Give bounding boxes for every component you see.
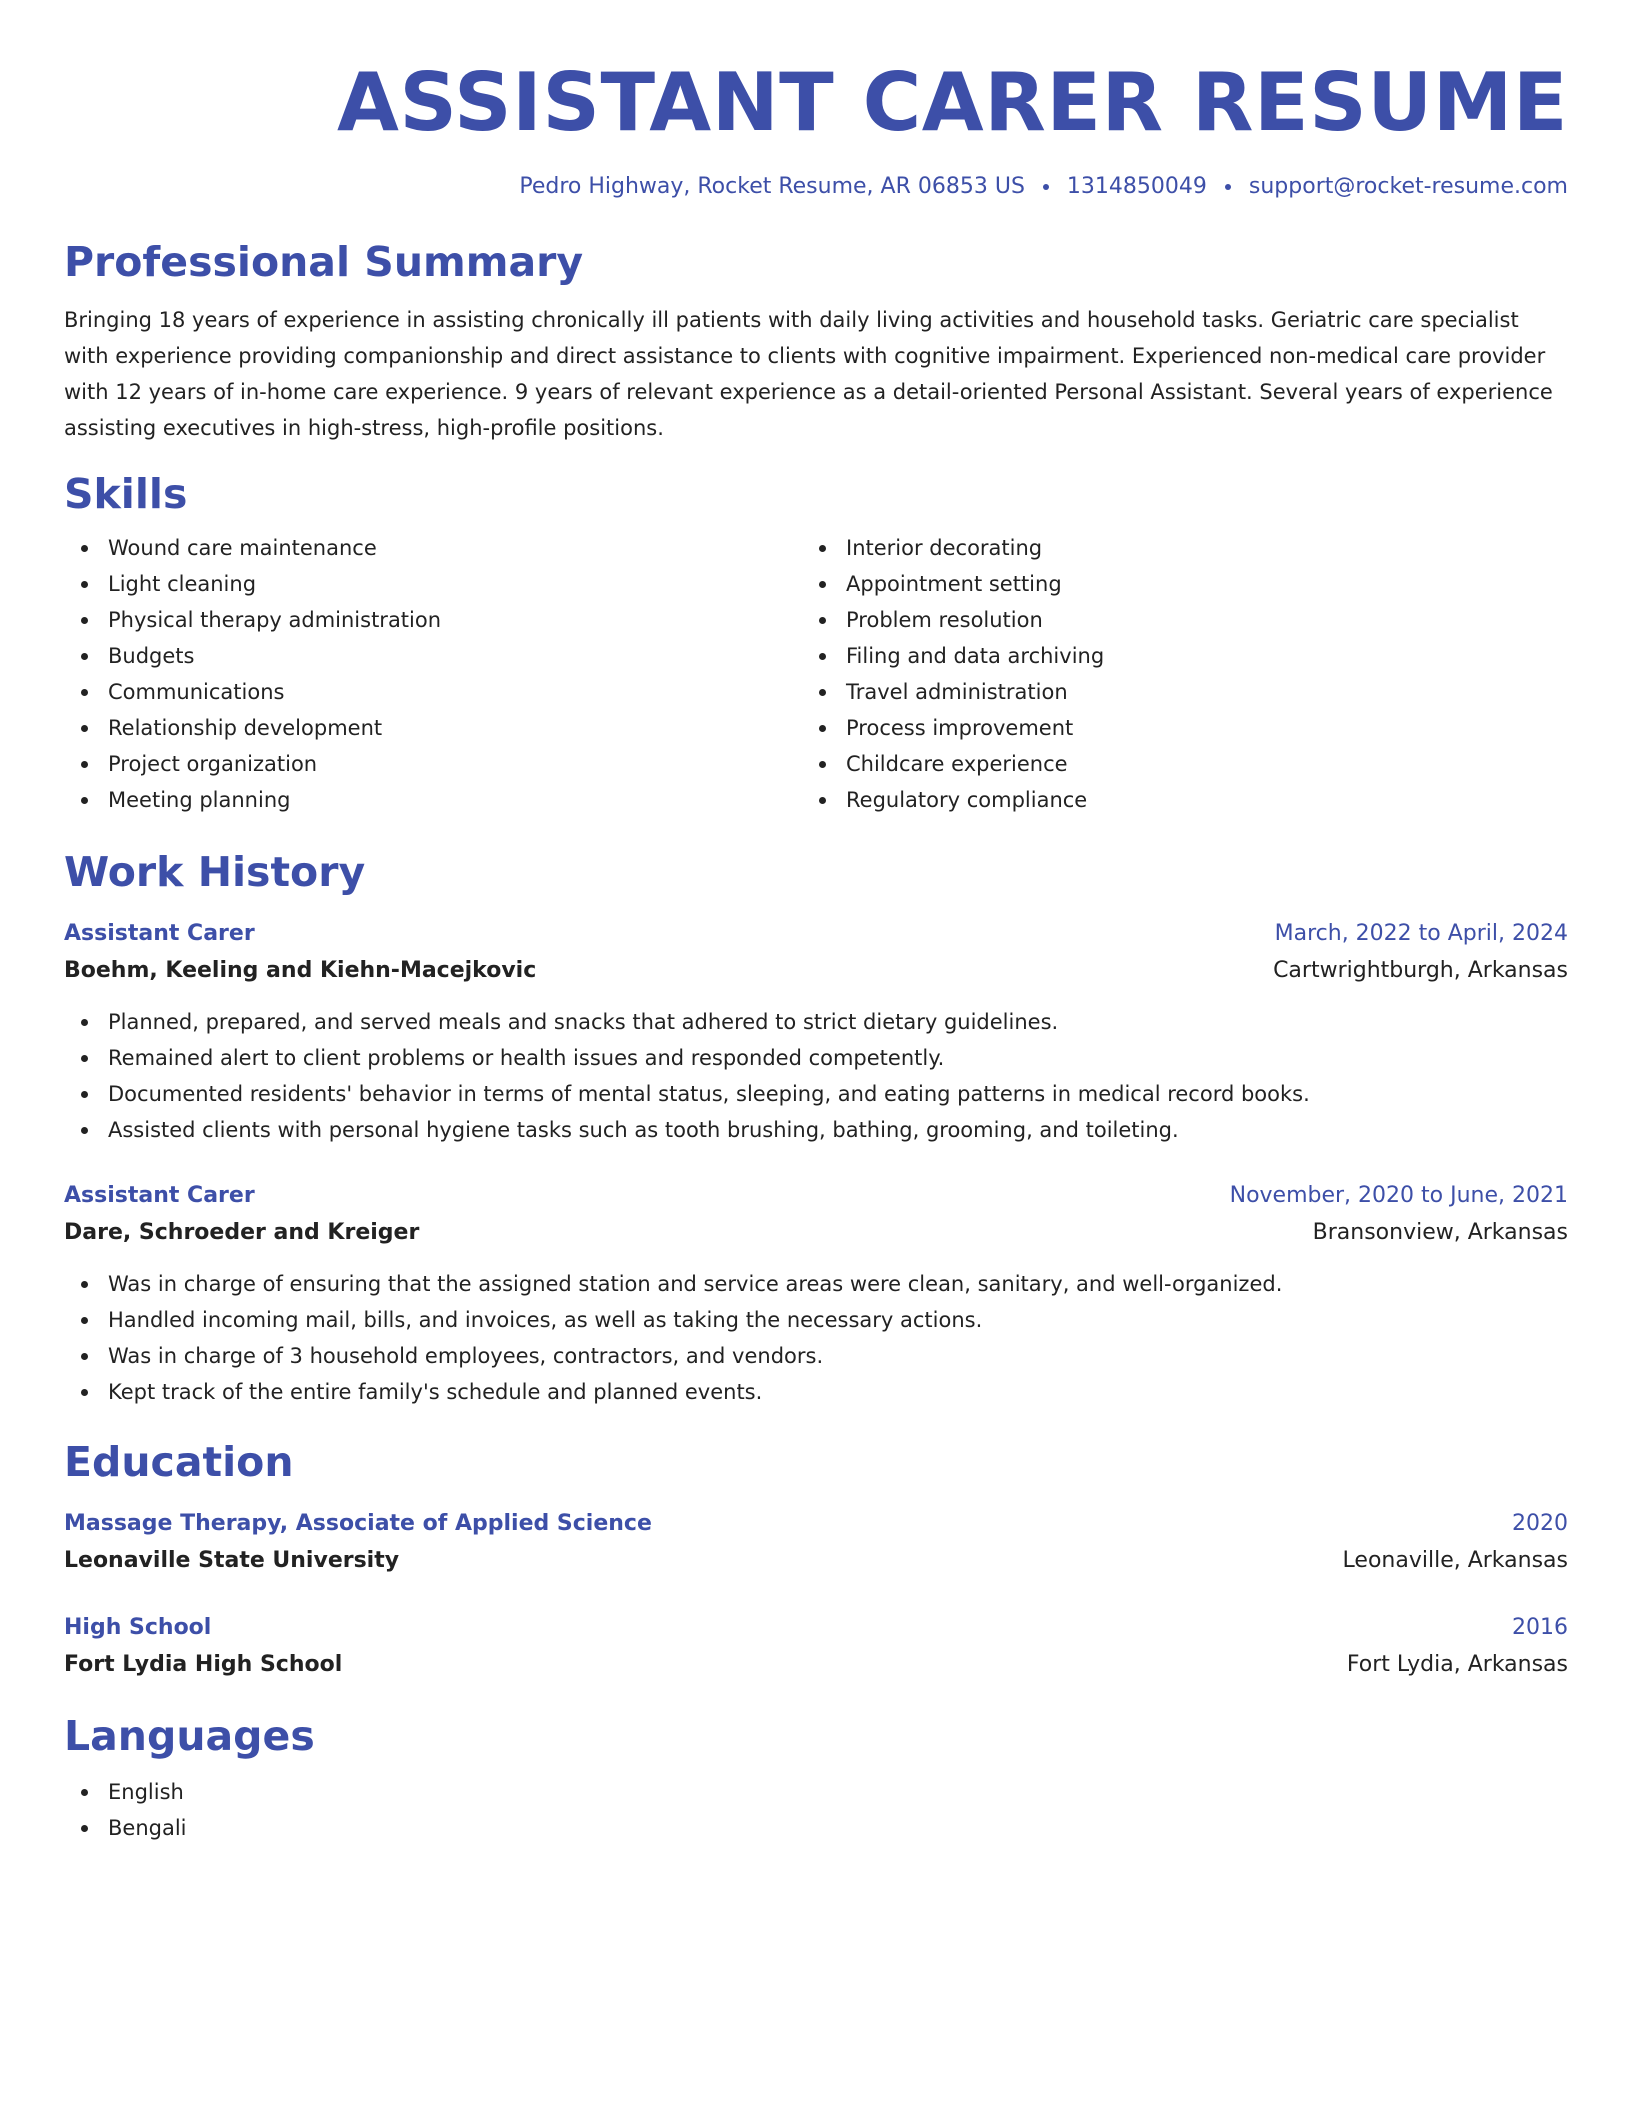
work-entry (64, 1178, 1568, 1410)
education-entry (64, 1506, 1568, 1580)
job-dates: November, 2020 to June, 2021 (1229, 1183, 1568, 1208)
job-bullet: Was in charge of 3 household employees, contractors, and vendors. (64, 1338, 1568, 1374)
edu-degree: Massage Therapy, Associate of Applied Science (64, 1511, 652, 1536)
skill-item: Project organization (64, 746, 802, 782)
skill-item: Problem resolution (802, 602, 1540, 638)
skill-item: Relationship development (64, 710, 802, 746)
job-company: Boehm, Keeling and Kiehn-Macejkovic (64, 958, 537, 983)
skills-list-right (802, 530, 1540, 818)
contact-info (64, 172, 1568, 202)
skill-item: Process improvement (802, 710, 1540, 746)
education-entry-header (64, 1506, 1568, 1542)
skills-columns (64, 530, 1568, 818)
skill-item: Communications (64, 674, 802, 710)
work-entry-header (64, 1178, 1568, 1214)
summary-text: Bringing 18 years of experience in assisting chronically ill patients with daily living activities and household tasks. Geriatric care specialist with experience providing companionship and direct assistance to clients with cognitive impairment. Experienced non-medical care provider with 12 years of in-home care experience. 9 years of relevant experience as a detail-oriented Personal Assistant. Several years of experience assisting executives in high-stress, high-profile positions. (64, 308, 1553, 440)
work-entry-subheader (64, 952, 1568, 990)
job-bullet: Assisted clients with personal hygiene tasks such as tooth brushing, bathing, grooming, and toileting. (64, 1112, 1568, 1148)
skill-item: Travel administration (802, 674, 1540, 710)
language-item: Bengali (64, 1810, 1568, 1846)
edu-school: Leonaville State University (64, 1548, 400, 1573)
education-entry-subheader (64, 1646, 1568, 1684)
section-title-work-history: Work History (64, 848, 366, 896)
contact-phone: 1314850049 (1066, 174, 1207, 199)
work-entry-subheader (64, 1214, 1568, 1252)
skill-item: Budgets (64, 638, 802, 674)
skill-item: Wound care maintenance (64, 530, 802, 566)
edu-degree: High School (64, 1615, 212, 1640)
job-bullet: Remained alert to client problems or health issues and responded competently. (64, 1040, 1568, 1076)
job-bullet: Handled incoming mail, bills, and invoices, as well as taking the necessary actions. (64, 1302, 1568, 1338)
job-location: Cartwrightburgh, Arkansas (1273, 958, 1568, 983)
edu-school: Fort Lydia High School (64, 1652, 343, 1677)
edu-location: Leonaville, Arkansas (1342, 1548, 1568, 1573)
work-entry (64, 916, 1568, 1148)
job-dates: March, 2022 to April, 2024 (1274, 921, 1568, 946)
section-title-languages: Languages (64, 1712, 315, 1760)
skill-item: Childcare experience (802, 746, 1540, 782)
contact-address: Pedro Highway, Rocket Resume, AR 06853 US (519, 174, 1025, 199)
edu-year: 2016 (1512, 1615, 1568, 1640)
work-entry-header (64, 916, 1568, 952)
job-role: Assistant Carer (64, 921, 255, 946)
education-entry (64, 1610, 1568, 1684)
contact-email[interactable]: support@rocket-resume.com (1248, 174, 1568, 199)
skills-list-left (64, 530, 802, 818)
job-bullet: Documented residents' behavior in terms of mental status, sleeping, and eating patterns in medical record books. (64, 1076, 1568, 1112)
skill-item: Interior decorating (802, 530, 1540, 566)
skill-item: Light cleaning (64, 566, 802, 602)
job-bullets (64, 1266, 1568, 1410)
job-bullet: Kept track of the entire family's schedule and planned events. (64, 1374, 1568, 1410)
edu-location: Fort Lydia, Arkansas (1346, 1652, 1568, 1677)
separator-dot (1225, 184, 1231, 190)
education-entry-header (64, 1610, 1568, 1646)
job-location: Bransonview, Arkansas (1312, 1220, 1568, 1245)
education-entry-subheader (64, 1542, 1568, 1580)
skill-item: Filing and data archiving (802, 638, 1540, 674)
resume-title: ASSISTANT CARER RESUME (337, 56, 1568, 149)
separator-dot (1043, 184, 1049, 190)
section-title-skills: Skills (64, 470, 188, 518)
section-title-education: Education (64, 1438, 294, 1486)
skill-item: Physical therapy administration (64, 602, 802, 638)
edu-year: 2020 (1512, 1511, 1568, 1536)
job-bullets (64, 1004, 1568, 1148)
languages-list (64, 1774, 1568, 1846)
job-role: Assistant Carer (64, 1183, 255, 1208)
skill-item: Meeting planning (64, 782, 802, 818)
section-title-summary: Professional Summary (64, 238, 584, 286)
skill-item: Appointment setting (802, 566, 1540, 602)
job-company: Dare, Schroeder and Kreiger (64, 1220, 420, 1245)
language-item: English (64, 1774, 1568, 1810)
job-bullet: Planned, prepared, and served meals and snacks that adhered to strict dietary guidelines. (64, 1004, 1568, 1040)
job-bullet: Was in charge of ensuring that the assigned station and service areas were clean, sanitary, and well-organized. (64, 1266, 1568, 1302)
skill-item: Regulatory compliance (802, 782, 1540, 818)
